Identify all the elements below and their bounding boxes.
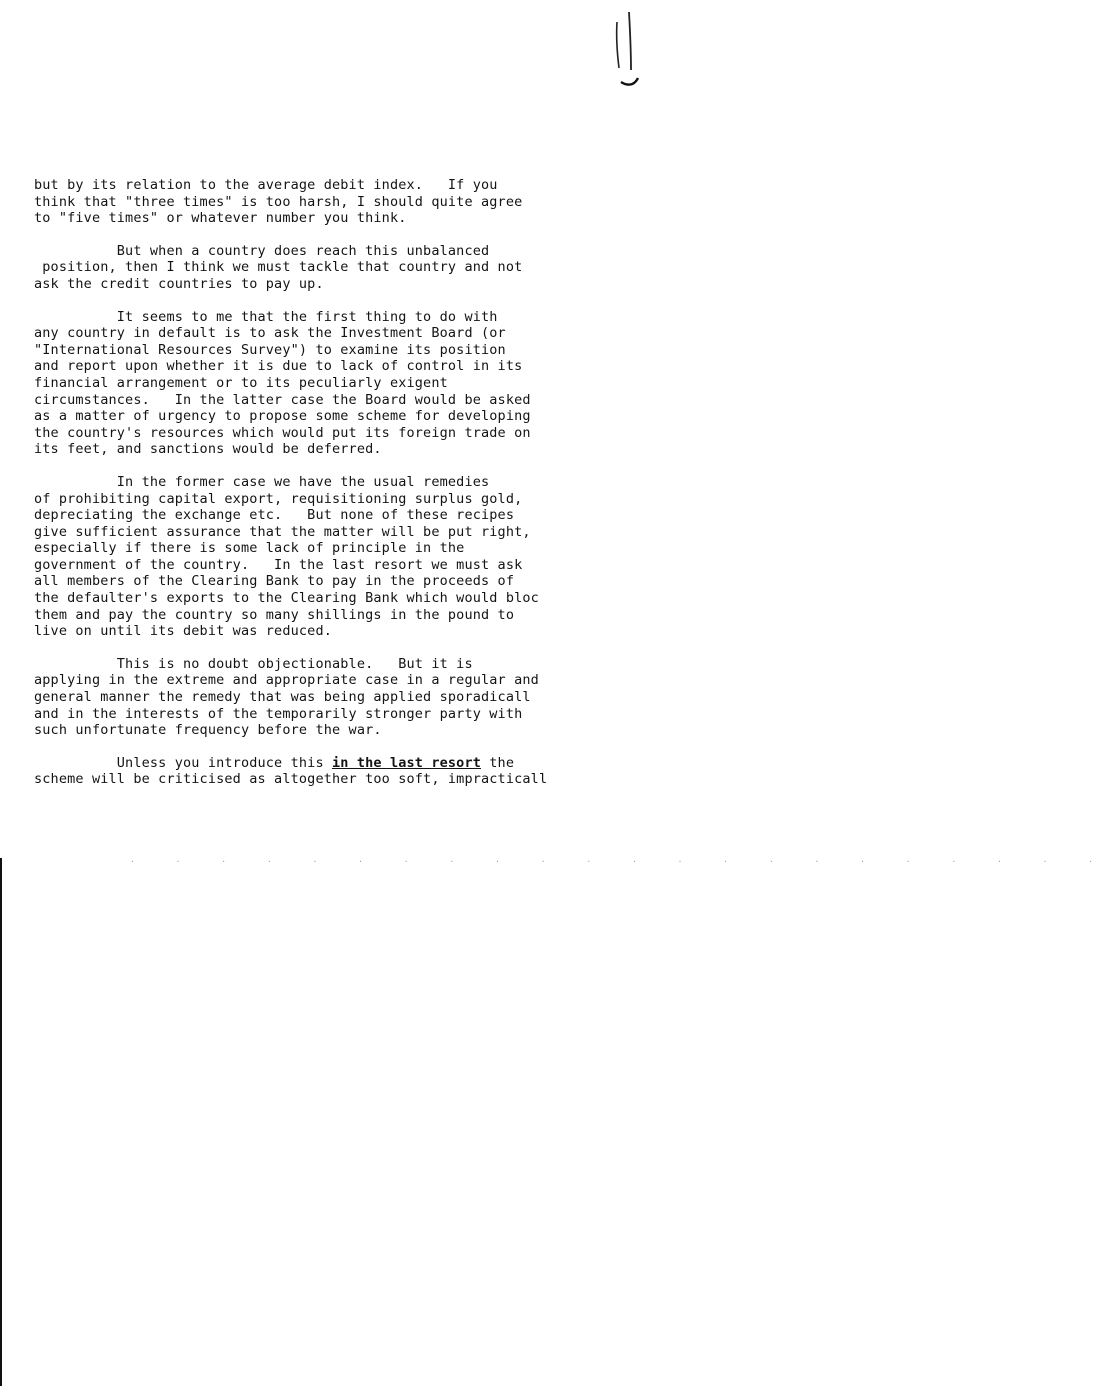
text-line: all members of the Clearing Bank to pay in the proceeds of <box>34 573 515 590</box>
text-line: of prohibiting capital export, requisitioning surplus gold, <box>34 490 523 507</box>
text-line: especially if there is some lack of principle in the <box>34 540 465 557</box>
text-line: the defaulter's exports to the Clearing Bank which would bloc <box>34 590 539 607</box>
text-line: This is no doubt objectionable. But it is <box>34 655 473 672</box>
paragraph-2 <box>34 243 684 293</box>
text-line: position, then I think we must tackle that country and not <box>34 259 523 276</box>
text-line: ask the credit countries to pay up. <box>34 275 324 292</box>
text-line: circumstances. In the latter case the Board would be asked <box>34 391 531 408</box>
text-line: financial arrangement or to its peculiarly exigent <box>34 374 448 391</box>
text-line: applying in the extreme and appropriate case in a regular and <box>34 672 539 689</box>
text-line: live on until its debit was reduced. <box>34 623 332 640</box>
text-line: them and pay the country so many shillings in the pound to <box>34 606 515 623</box>
scan-speckle: . . . . . . . . . . . . . . . . . . . . . . <box>130 855 1111 864</box>
text-line: government of the country. In the last resort we must ask <box>34 556 523 573</box>
text-line: such unfortunate frequency before the war. <box>34 722 382 739</box>
text-line: any country in default is to ask the Investment Board (or <box>34 325 506 342</box>
text-segment: Unless you introduce this <box>34 754 332 771</box>
letter-body <box>34 177 684 804</box>
text-line: depreciating the exchange etc. But none of these recipes <box>34 507 515 524</box>
text-line: "International Resources Survey") to examine its position <box>34 341 506 358</box>
paragraph-6 <box>34 755 684 788</box>
paragraph-4 <box>34 474 684 640</box>
text-line: but by its relation to the average debit index. If you <box>34 177 498 193</box>
text-line: the country's resources which would put its foreign trade on <box>34 424 531 441</box>
paragraph-1 <box>34 177 684 227</box>
text-line: general manner the remedy that was being applied sporadicall <box>34 689 531 706</box>
underlined-phrase: in the last resort <box>332 754 481 771</box>
paragraph-3 <box>34 309 684 458</box>
text-segment: the <box>481 754 515 771</box>
text-line-with-underline <box>34 755 684 772</box>
paragraph-5 <box>34 656 684 739</box>
text-line: and report upon whether it is due to lack of control in its <box>34 358 523 375</box>
left-edge-rule <box>0 858 2 1386</box>
text-line: In the former case we have the usual remedies <box>34 473 490 490</box>
text-line: its feet, and sanctions would be deferred. <box>34 441 382 458</box>
text-line: as a matter of urgency to propose some scheme for developing <box>34 408 531 425</box>
text-line: think that "three times" is too harsh, I should quite agree <box>34 193 523 210</box>
text-line: give sufficient assurance that the matter will be put right, <box>34 523 531 540</box>
text-line: It seems to me that the first thing to do with <box>34 308 498 325</box>
text-line: scheme will be criticised as altogether too soft, impracticall <box>34 771 548 788</box>
margin-pen-mark-icon <box>607 8 643 92</box>
text-line: to "five times" or whatever number you think. <box>34 210 407 227</box>
text-line: and in the interests of the temporarily stronger party with <box>34 705 523 722</box>
text-line: But when a country does reach this unbalanced <box>34 242 490 259</box>
